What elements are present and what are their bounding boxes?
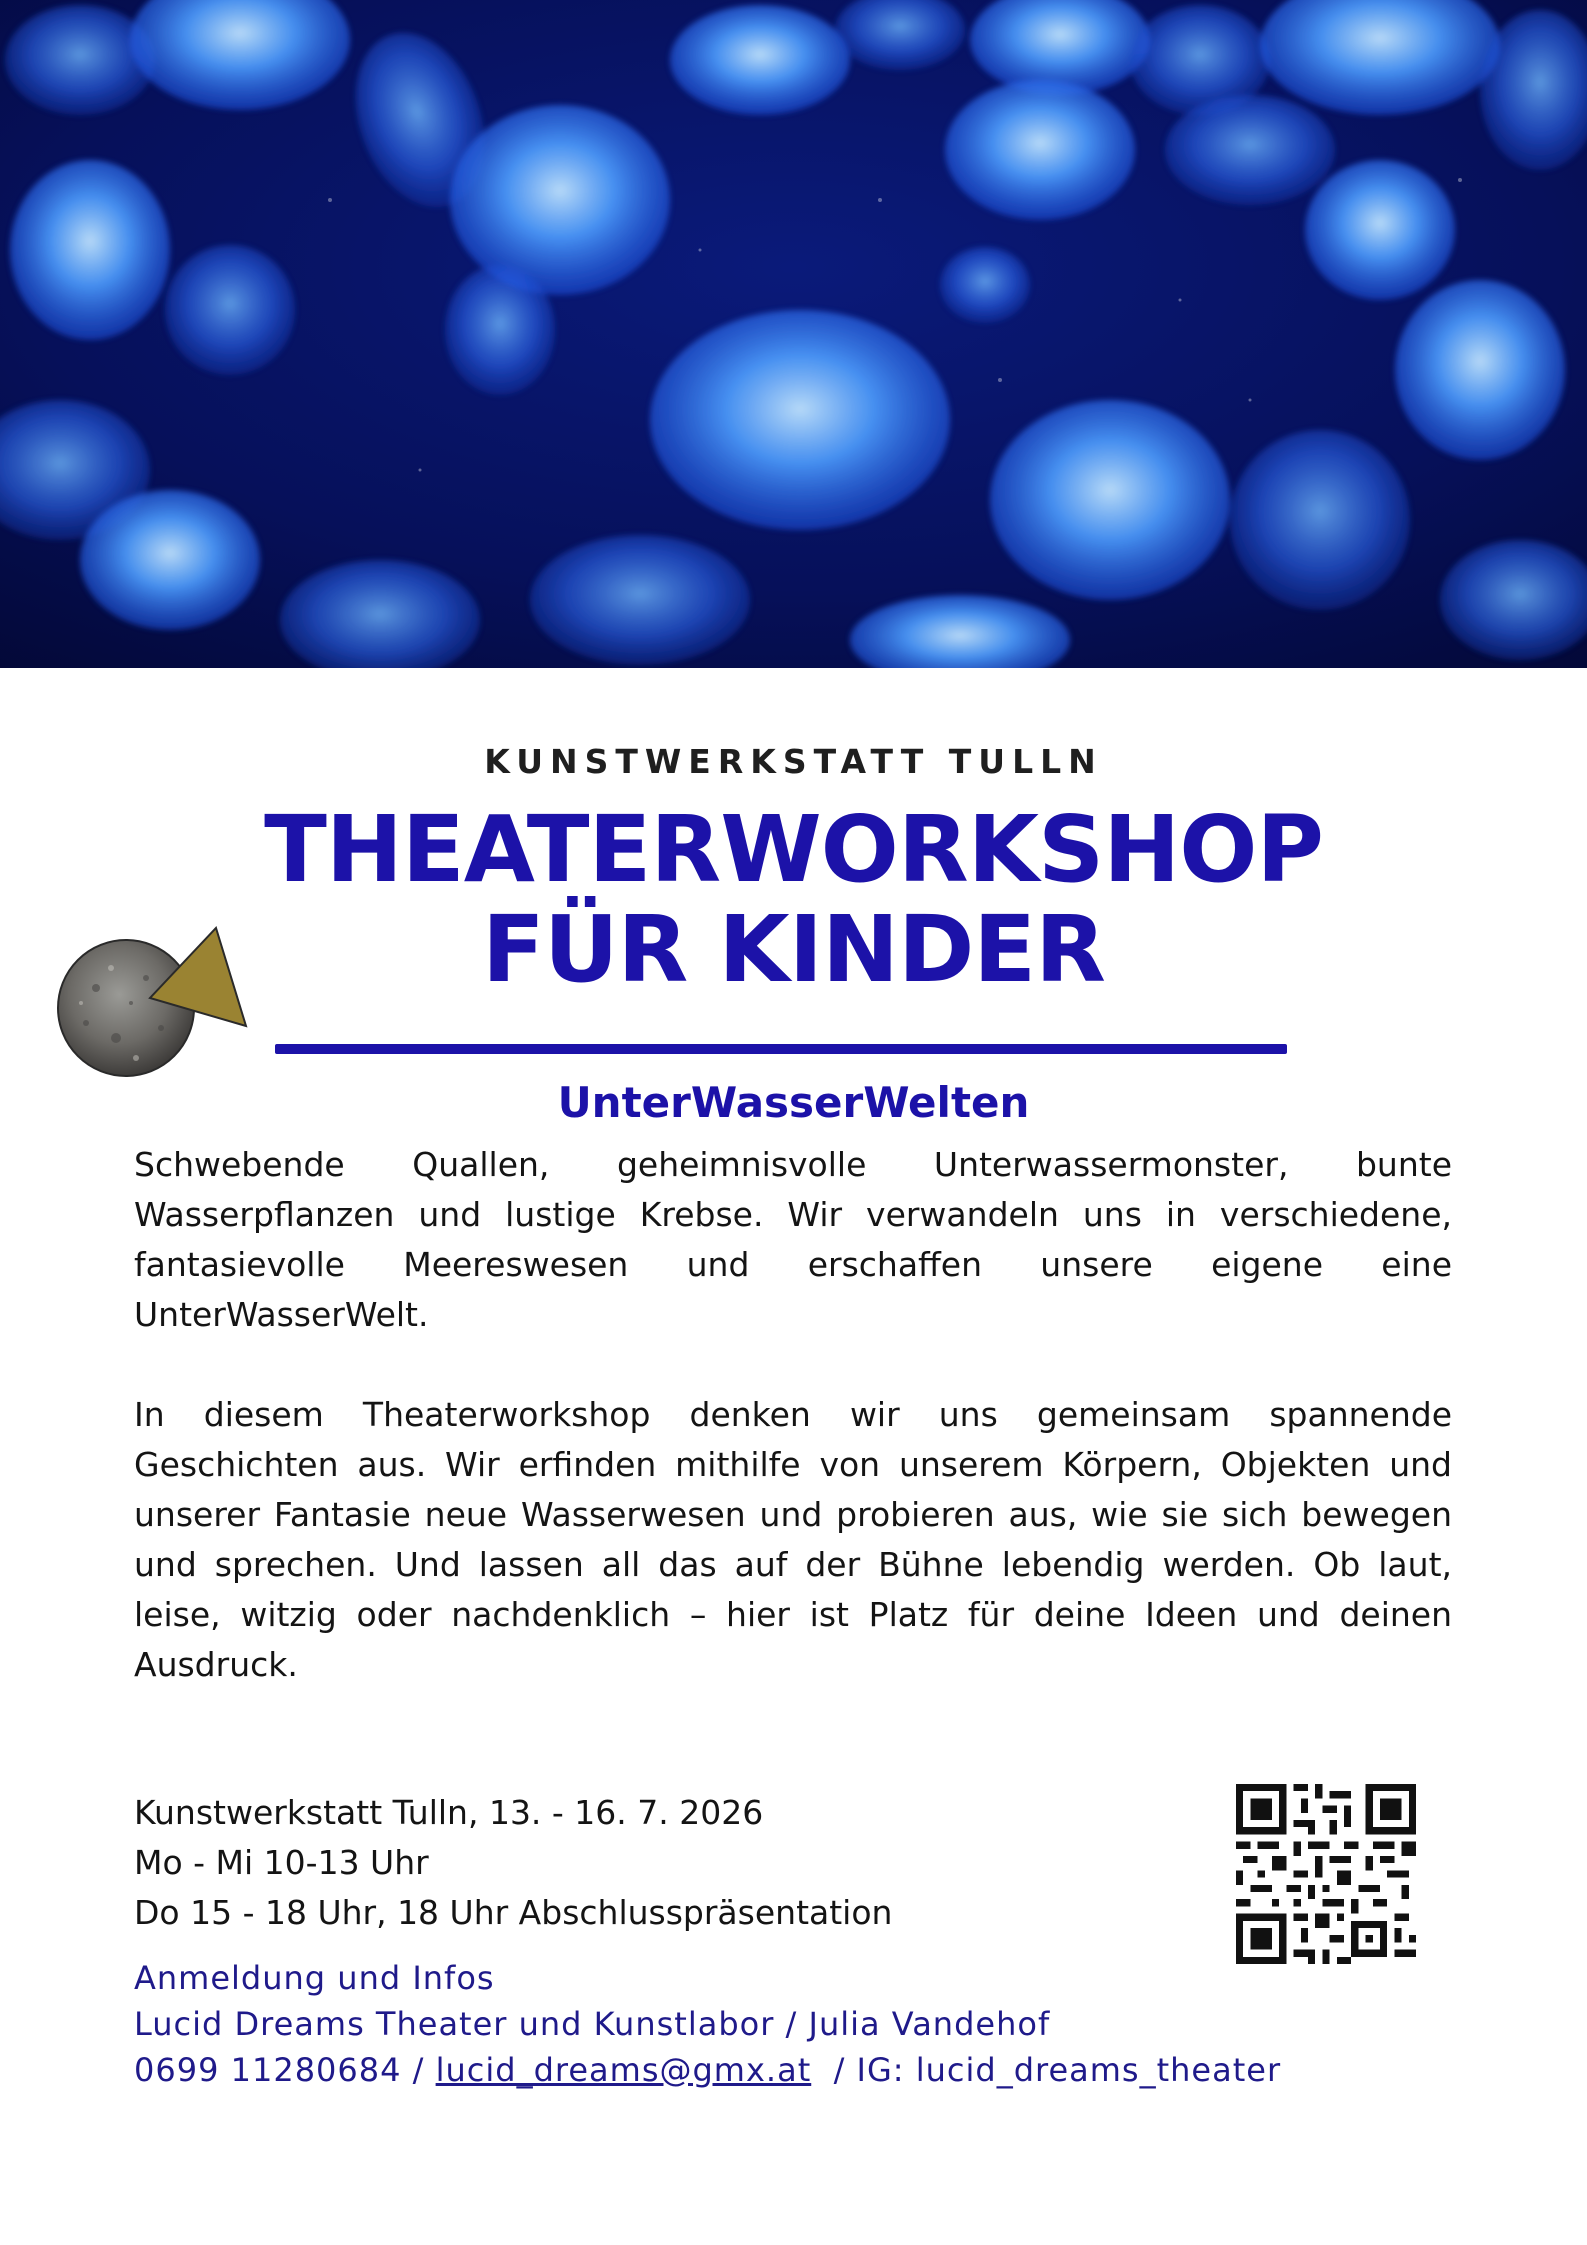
- jellyfish-illustration: [0, 0, 1587, 668]
- description-paragraph-1: Schwebende Quallen, geheimnisvolle Unterwassermonster, bunte Wasserpflanzen und lustige Krebse. Wir verwandeln uns in verschiedene, fantasievolle Meereswesen und erschaffen unsere eigene eine UnterWasserWelt.: [134, 1145, 1452, 1334]
- page-title: [150, 796, 1437, 1003]
- title-line-1: THEATERWORKSHOP: [264, 796, 1323, 903]
- contact-line: [134, 2047, 1281, 2093]
- event-location-date: Kunstwerkstatt Tulln, 13. - 16. 7. 2026: [134, 1793, 764, 1832]
- description-paragraph-2: In diesem Theaterworkshop denken wir uns gemeinsam spannende Geschichten aus. Wir erfinden mithilfe von unserem Körpern, Objekten und unserer Fantasie neue Wasserwesen und probieren aus, wie sie sich bewegen und sprechen. Und lassen all das auf der Bühne lebendig werden. Ob laut, leise, witzig oder nachdenklich – hier ist Platz für deine Ideen und deinen Ausdruck.: [134, 1395, 1452, 1684]
- contact-instagram: / IG: lucid_dreams_theater: [811, 2051, 1282, 2089]
- contact-heading: Anmeldung und Infos: [134, 1959, 495, 1997]
- event-times-thursday: Do 15 - 18 Uhr, 18 Uhr Abschlusspräsentation: [134, 1893, 893, 1932]
- contact-email-link[interactable]: lucid_dreams@gmx.at: [435, 2051, 812, 2089]
- qr-code-icon[interactable]: [1236, 1784, 1416, 1964]
- organizer-heading: KUNSTWERKSTATT TULLN: [484, 742, 1103, 781]
- event-times-weekdays: Mo - Mi 10-13 Uhr: [134, 1843, 429, 1882]
- title-line-2: FÜR KINDER: [482, 896, 1105, 1003]
- title-divider: [275, 1044, 1287, 1054]
- decoration: [56, 918, 256, 1088]
- hero-image: [0, 0, 1587, 668]
- event-details: [134, 1788, 892, 1938]
- workshop-subtitle: UnterWasserWelten: [557, 1078, 1030, 1127]
- contact-organizer: Lucid Dreams Theater und Kunstlabor / Julia Vandehof: [134, 2005, 1051, 2043]
- contact-info: [134, 1955, 1281, 2093]
- stone-circle-icon: [58, 940, 194, 1076]
- contact-phone: 0699 11280684 /: [134, 2051, 436, 2089]
